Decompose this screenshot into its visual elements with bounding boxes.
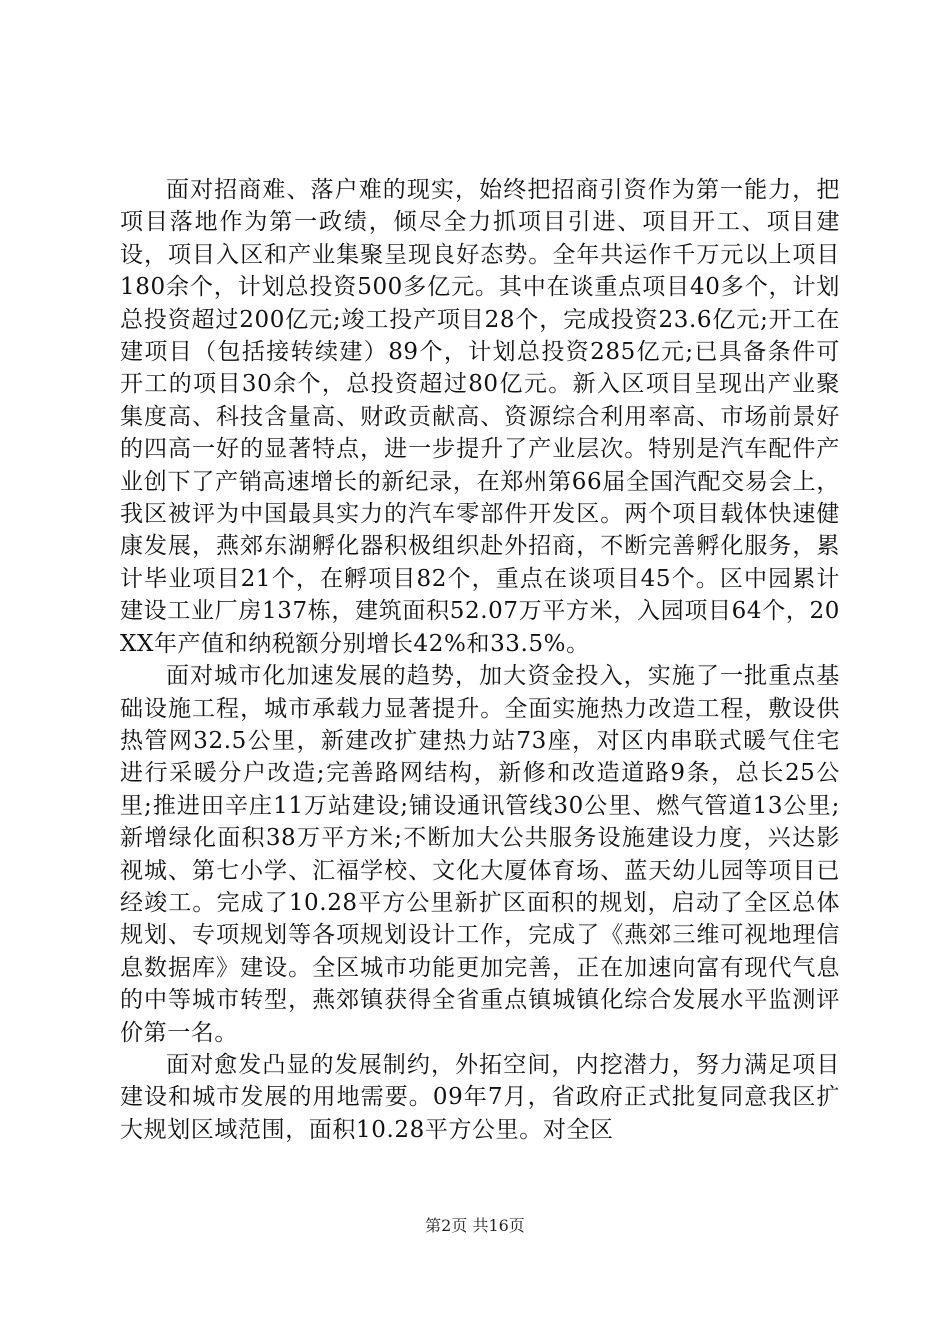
document-body xyxy=(120,174,840,1146)
paragraph-urbanization: 面对城市化加速发展的趋势，加大资金投入，实施了一批重点基础设施工程，城市承载力显著提升。全面实施热力改造工程，敷设供热管网32.5公里，新建改扩建热力站73座，对区内串联式暖气住宅进行采暖分户改造;完善路网结构，新修和改造道路9条，总长25公里;推进田辛庄11万站建设;铺设通讯管线30公里、燃气管道13公里;新增绿化面积38万平方米;不断加大公共服务设施建设力度，兴达影视城、第七小学、汇福学校、文化大厦体育场、蓝天幼儿园等项目已经竣工。完成了10.28平方公里新扩区面积的规划，启动了全区总体规划、专项规划等各项规划设计工作，完成了《燕郊三维可视地理信息数据库》建设。全区城市功能更加完善，正在加速向富有现代气息的中等城市转型，燕郊镇获得全省重点镇城镇化综合发展水平监测评价第一名。 xyxy=(120,663,840,1046)
paragraph-investment: 面对招商难、落户难的现实，始终把招商引资作为第一能力，把项目落地作为第一政绩，倾尽全力抓项目引进、项目开工、项目建设，项目入区和产业集聚呈现良好态势。全年共运作千万元以上项目180余个，计划总投资500多亿元。其中在谈重点项目40多个，计划总投资超过200亿元;竣工投产项目28个，完成投资23.6亿元;开工在建项目（包括接转续建）89个，计划总投资285亿元;已具备条件可开工的项目30余个，总投资超过80亿元。新入区项目呈现出产业聚集度高、科技含量高、财政贡献高、资源综合利用率高、市场前景好的四高一好的显著特点，进一步提升了产业层次。特别是汽车配件产业创下了产销高速增长的新纪录，在郑州第66届全国汽配交易会上，我区被评为中国最具实力的汽车零部件开发区。两个项目载体快速健康发展，燕郊东湖孵化器积极组织赴外招商，不断完善孵化服务，累计毕业项目21个，在孵项目82个，重点在谈项目45个。区中园累计建设工业厂房137栋，建筑面积52.07万平方米，入园项目64个，20XX年产值和纳税额分别增长42%和33.5%。 xyxy=(120,177,840,657)
paragraph-land-use: 面对愈发凸显的发展制约，外拓空间，内挖潜力，努力满足项目建设和城市发展的用地需要。09年7月，省政府正式批复同意我区扩大规划区域范围，面积10.28平方公里。对全区 xyxy=(120,1051,840,1143)
page-number-footer: 第2页 共16页 xyxy=(425,1216,525,1235)
